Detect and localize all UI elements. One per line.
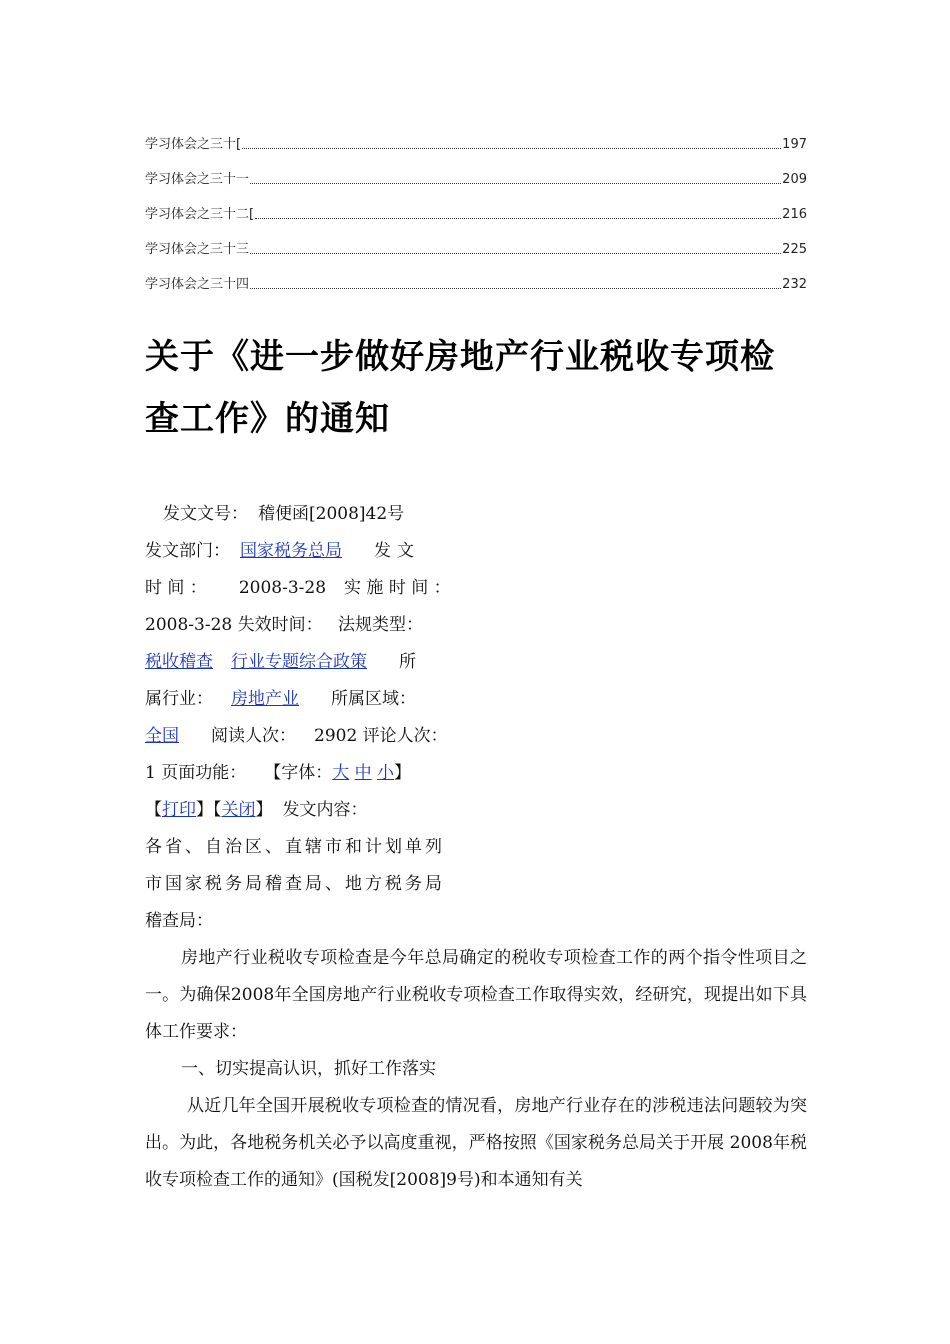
font-size-small-link[interactable]: 小 <box>377 763 395 783</box>
toc-entry-title: 学习体会之三十四 <box>145 277 250 292</box>
industry-label-part2: 属行业： <box>145 689 213 709</box>
expiry-date-label: 失效时间： <box>237 615 323 635</box>
toc-entry-title: 学习体会之三十二[ <box>145 207 255 222</box>
meta-line-industry <box>145 681 475 718</box>
issue-date-value: 2008-3-28 <box>238 578 327 598</box>
toc-entry-title: 学习体会之三十一 <box>145 172 250 187</box>
department-label: 发文部门： <box>145 541 230 561</box>
meta-line-department <box>145 533 475 570</box>
toc-entry-page: 232 <box>782 277 807 292</box>
bracket-close: 】 <box>196 800 213 820</box>
toc-leader-dots <box>255 217 781 219</box>
recipients-line-3 <box>145 903 475 940</box>
toc-entry-page: 225 <box>782 242 807 257</box>
regulation-type-link-industry-policy[interactable]: 行业专题综合政策 <box>231 652 367 672</box>
toc-entry[interactable] <box>145 196 807 231</box>
toc-leader-dots <box>242 147 781 149</box>
recipients-text-3: 稽查局： <box>145 911 213 931</box>
industry-link[interactable]: 房地产业 <box>231 689 299 709</box>
regulation-type-label: 法规类型： <box>338 615 424 635</box>
document-title <box>145 326 815 450</box>
read-count-value: 2902 <box>314 726 358 746</box>
read-count-label: 阅读人次： <box>211 726 296 746</box>
toc-entry-title: 学习体会之三十[ <box>145 137 242 152</box>
effective-date-label: 实 施 时 间 ： <box>344 578 451 598</box>
recipients-line-2 <box>145 866 475 903</box>
toc-leader-dots <box>250 287 781 289</box>
issue-date-label-part1: 发文 <box>374 541 420 561</box>
regulation-type-link-tax-audit[interactable]: 税收稽查 <box>145 652 213 672</box>
document-body <box>145 940 807 1199</box>
industry-label-part1: 所 <box>399 652 416 672</box>
toc-entry[interactable] <box>145 126 807 161</box>
effective-date-value: 2008-3-28 <box>145 615 233 635</box>
print-link[interactable]: 打印 <box>162 800 196 820</box>
toc-leader-dots <box>250 182 781 184</box>
region-label: 所属区域： <box>331 689 416 709</box>
font-size-large-link[interactable]: 大 <box>332 763 350 783</box>
section-heading-1: 一、切实提高认识，抓好工作落实 <box>181 1059 436 1079</box>
comment-count-value: 1 <box>145 763 156 783</box>
bracket-open: 【 <box>213 800 222 820</box>
content-label: 发文内容： <box>282 800 368 820</box>
document-title-line-2: 查工作》的通知 <box>145 399 390 439</box>
issue-date-label-part2: 时 间 ： <box>145 578 207 598</box>
toc-entry-page: 216 <box>782 207 807 222</box>
bracket-close: 】 <box>394 763 412 783</box>
toc-entry[interactable] <box>145 231 807 266</box>
close-link[interactable]: 关闭 <box>221 800 256 820</box>
meta-line-effective-date <box>145 607 475 644</box>
meta-line-regulation-type <box>145 644 475 681</box>
toc-entry-page: 197 <box>782 137 807 152</box>
body-paragraph-section-1: 从近几年全国开展税收专项检查的情况看，房地产行业存在的涉税违法问题较为突出。为此，各地税务机关必予以高度重视，严格按照《国家税务总局关于开展 2008年税收专项检查工作的通知》(国税发[2008]9号)和本通知有关 <box>145 1096 807 1190</box>
document-title-line-1: 关于《进一步做好房地产行业税收专项检 <box>145 337 775 377</box>
recipients-text-1: 各省、自治区、直辖市和计划单列 <box>145 837 445 857</box>
department-link[interactable]: 国家税务总局 <box>240 541 342 561</box>
table-of-contents <box>145 126 807 301</box>
region-link[interactable]: 全国 <box>145 726 179 746</box>
recipients-text-2: 市国家税务局稽查局、地方税务局 <box>145 874 445 894</box>
toc-entry[interactable] <box>145 161 807 196</box>
body-paragraph-intro: 房地产行业税收专项检查是今年总局确定的税收专项检查工作的两个指令性项目之一。为确保2008年全国房地产行业税收专项检查工作取得实效，经研究，现提出如下具体工作要求： <box>145 948 807 1042</box>
meta-line-region <box>145 718 475 755</box>
bracket-open: 【 <box>145 800 162 820</box>
recipients-line-1 <box>145 829 475 866</box>
doc-number-value: 稽便函[2008]42号 <box>258 504 405 524</box>
bracket-close: 】 <box>255 800 273 820</box>
toc-leader-dots <box>250 252 781 254</box>
meta-line-doc-number <box>145 496 475 533</box>
toc-entry-page: 209 <box>782 172 807 187</box>
toc-entry[interactable] <box>145 266 807 301</box>
meta-line-page-functions <box>145 755 475 792</box>
font-size-label: 【字体： <box>264 763 333 783</box>
document-metadata <box>145 496 475 940</box>
page-functions-label: 页面功能： <box>161 763 247 783</box>
doc-number-label: 发文文号： <box>163 504 248 524</box>
toc-entry-title: 学习体会之三十三 <box>145 242 250 257</box>
font-size-medium-link[interactable]: 中 <box>354 763 372 783</box>
meta-line-actions <box>145 792 475 829</box>
comment-count-label: 评论人次： <box>362 726 448 746</box>
meta-line-issue-date <box>145 570 475 607</box>
